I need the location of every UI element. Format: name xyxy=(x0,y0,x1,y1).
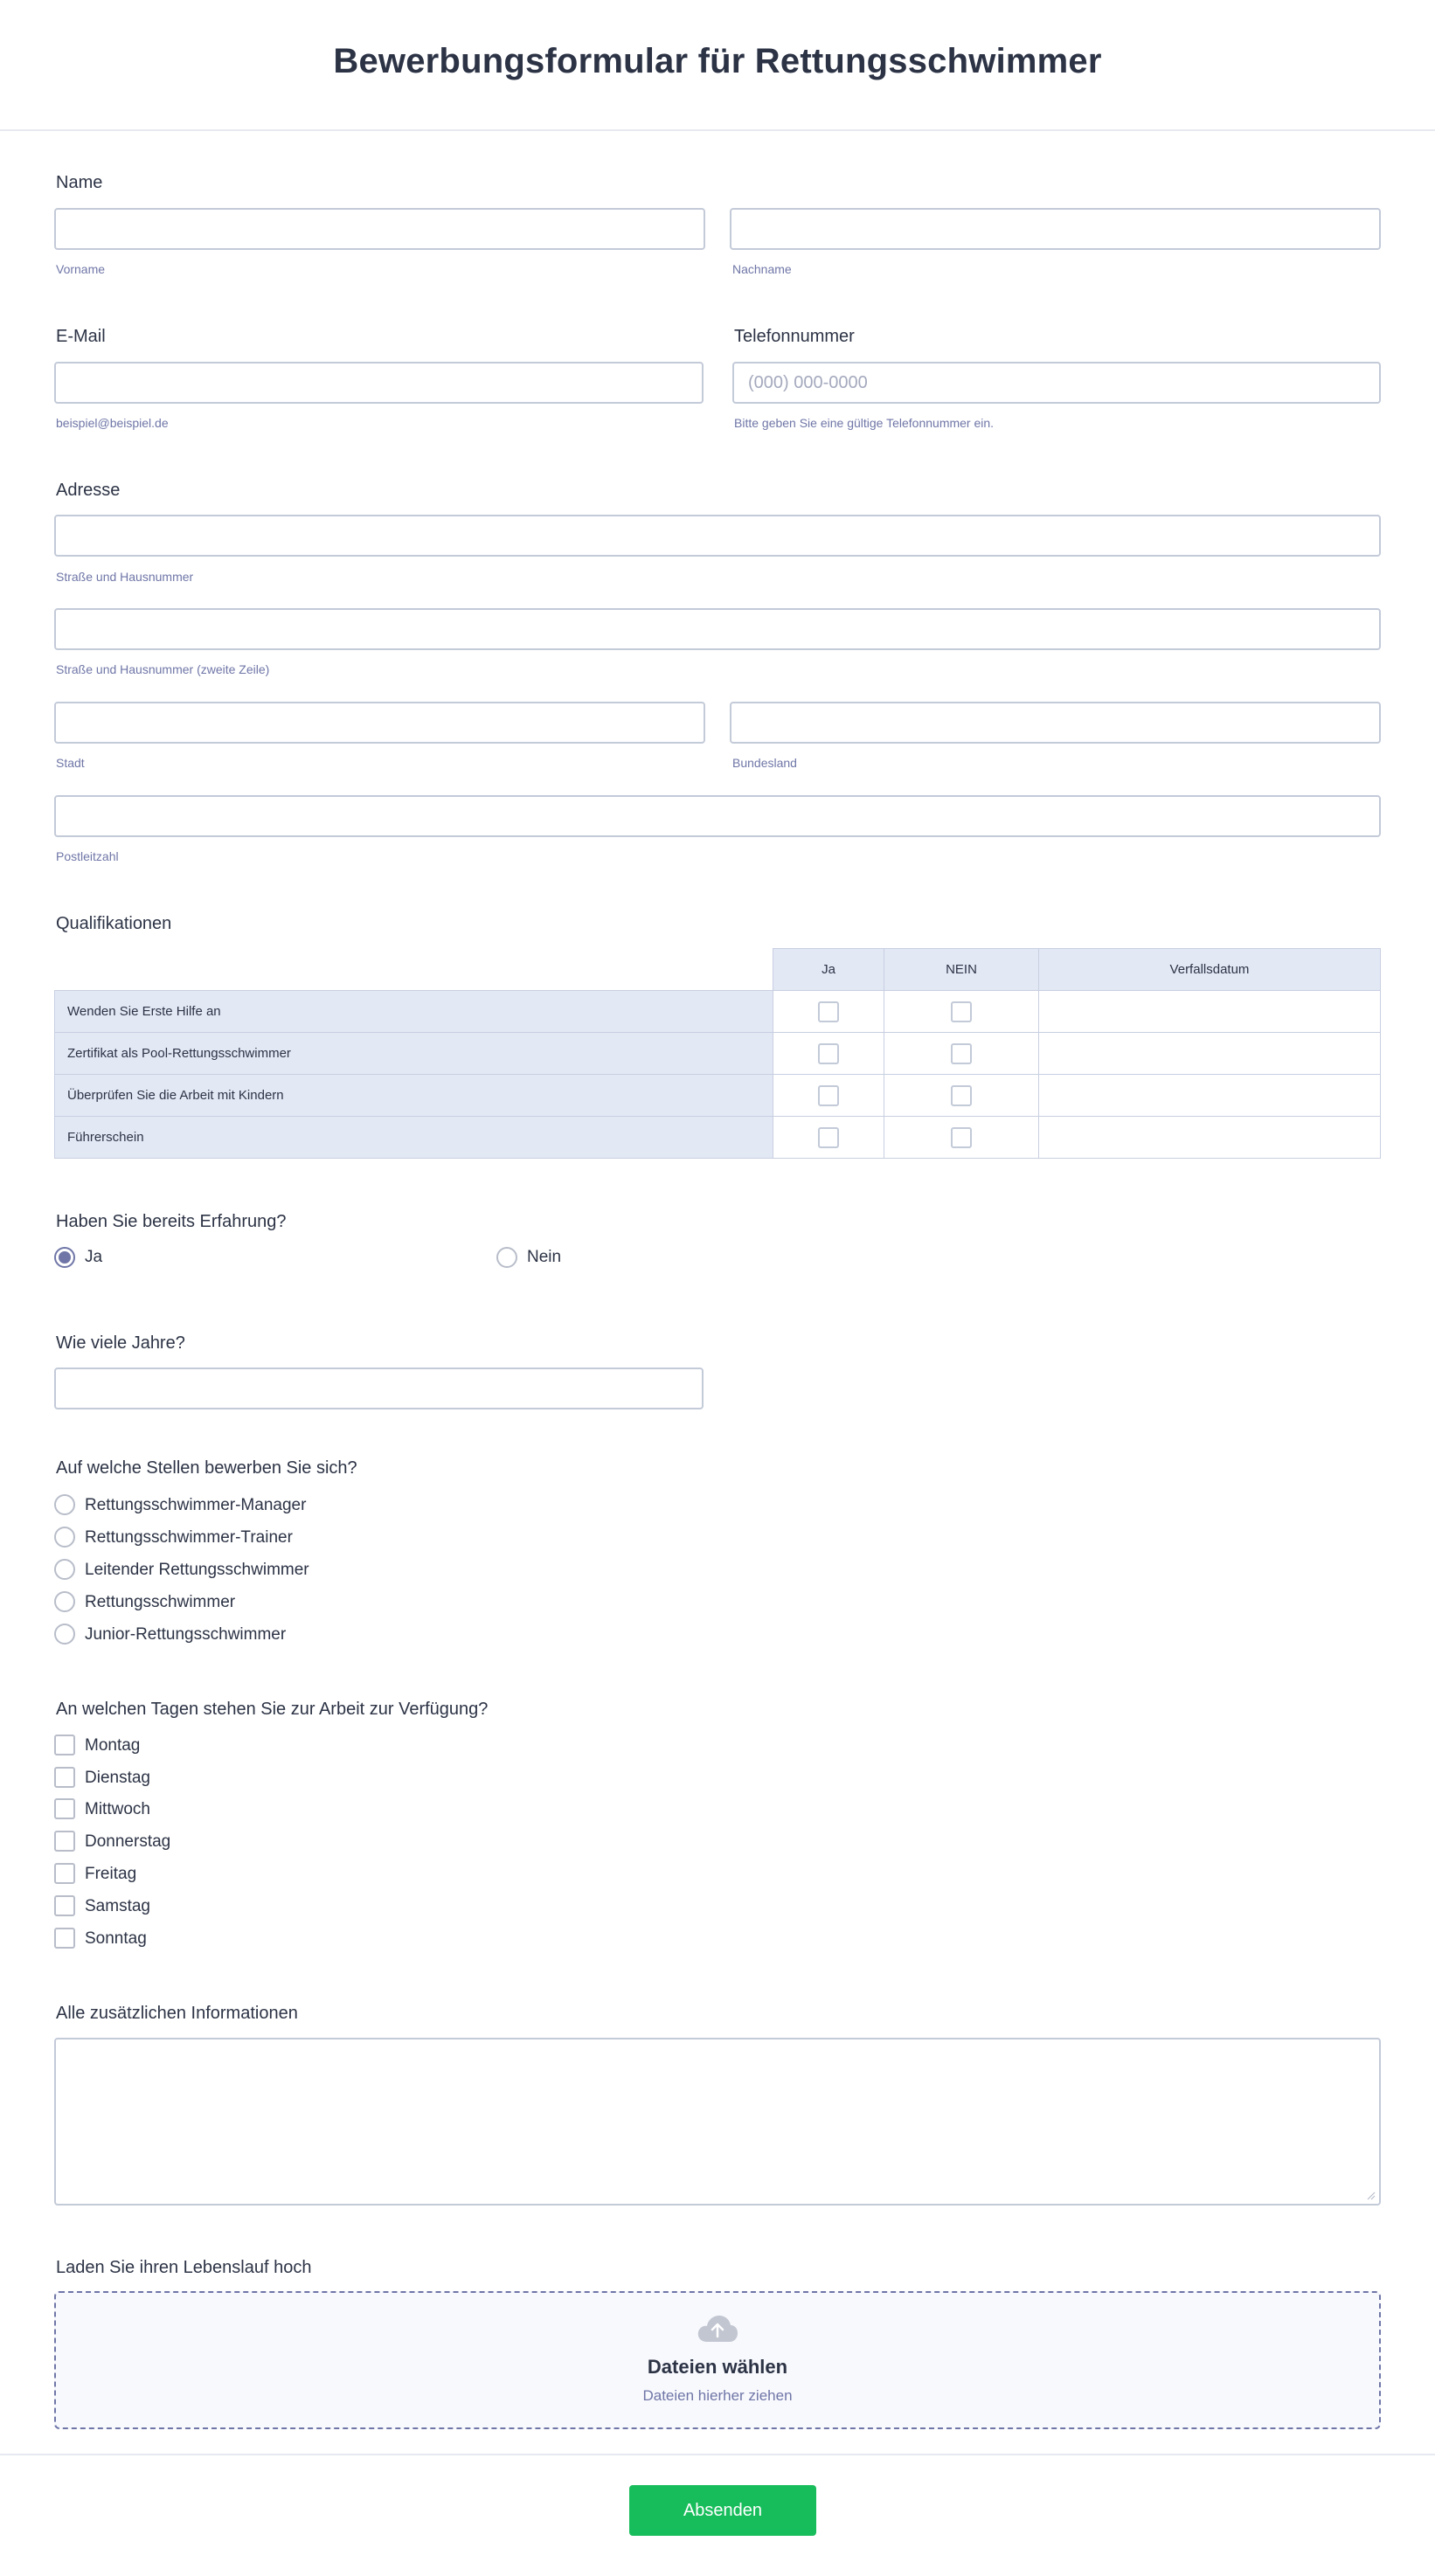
day-checkbox[interactable] xyxy=(54,1798,75,1819)
matrix-cell xyxy=(773,1116,884,1159)
last-name-sublabel: Nachname xyxy=(732,262,792,276)
city-sublabel: Stadt xyxy=(56,756,85,770)
matrix-cell xyxy=(884,1074,1039,1117)
experience-radio-nein[interactable] xyxy=(496,1247,517,1268)
day-checkbox[interactable] xyxy=(54,1831,75,1852)
matrix-checkbox-nein[interactable] xyxy=(951,1043,972,1064)
matrix-expiry-cell[interactable] xyxy=(1038,1074,1381,1117)
phone-sublabel: Bitte geben Sie eine gültige Telefonnummer ein. xyxy=(734,416,995,430)
email-sublabel: beispiel@beispiel.de xyxy=(56,416,169,430)
position-option-label: Rettungsschwimmer xyxy=(85,1593,236,1611)
matrix-cell xyxy=(773,1032,884,1075)
position-radio[interactable] xyxy=(54,1624,75,1645)
submit-button[interactable]: Absenden xyxy=(629,2485,816,2536)
city-input[interactable] xyxy=(54,702,705,744)
cloud-upload-icon xyxy=(697,2314,738,2344)
matrix-row-label: Führerschein xyxy=(54,1116,773,1159)
matrix-checkbox-nein[interactable] xyxy=(951,1001,972,1022)
street-line1-input[interactable] xyxy=(54,515,1381,557)
name-label: Name xyxy=(56,173,103,192)
matrix-expiry-cell[interactable] xyxy=(1038,1116,1381,1159)
day-option-label: Montag xyxy=(85,1736,141,1755)
matrix-header-nein: NEIN xyxy=(884,948,1039,991)
additional-info-textarea[interactable] xyxy=(54,2038,1381,2206)
position-option-label: Leitender Rettungsschwimmer xyxy=(85,1561,309,1579)
day-checkbox[interactable] xyxy=(54,1895,75,1916)
position-option-label: Junior-Rettungsschwimmer xyxy=(85,1625,287,1644)
matrix-checkbox-ja[interactable] xyxy=(818,1001,839,1022)
first-name-input[interactable] xyxy=(54,208,705,250)
day-checkbox[interactable] xyxy=(54,1863,75,1884)
drop-files-hint: Dateien hierher ziehen xyxy=(642,2387,793,2404)
zip-sublabel: Postleitzahl xyxy=(56,849,119,863)
matrix-cell xyxy=(884,1032,1039,1075)
address-label: Adresse xyxy=(56,481,121,500)
matrix-cell xyxy=(884,1116,1039,1159)
matrix-cell xyxy=(773,1074,884,1117)
qualifications-label: Qualifikationen xyxy=(56,914,172,933)
matrix-checkbox-ja[interactable] xyxy=(818,1127,839,1148)
matrix-checkbox-nein[interactable] xyxy=(951,1085,972,1106)
phone-field[interactable] xyxy=(732,362,1381,404)
matrix-expiry-cell[interactable] xyxy=(1038,1032,1381,1075)
positions-label: Auf welche Stellen bewerben Sie sich? xyxy=(56,1458,357,1478)
street-line1-sublabel: Straße und Hausnummer xyxy=(56,570,194,584)
position-option-label: Rettungsschwimmer-Trainer xyxy=(85,1528,293,1547)
matrix-expiry-cell[interactable] xyxy=(1038,990,1381,1033)
day-checkbox[interactable] xyxy=(54,1735,75,1755)
position-radio[interactable] xyxy=(54,1591,75,1612)
years-input[interactable] xyxy=(54,1368,704,1409)
upload-label: Laden Sie ihren Lebenslauf hoch xyxy=(56,2258,312,2277)
years-label: Wie viele Jahre? xyxy=(56,1333,185,1353)
choose-files-button[interactable]: Dateien wählen xyxy=(647,2356,788,2378)
state-sublabel: Bundesland xyxy=(732,756,797,770)
day-option-label: Dienstag xyxy=(85,1769,150,1787)
email-label: E-Mail xyxy=(56,327,106,346)
experience-option-label: Ja xyxy=(85,1248,103,1266)
matrix-row-label: Wenden Sie Erste Hilfe an xyxy=(54,990,773,1033)
matrix-cell xyxy=(773,990,884,1033)
phone-label: Telefonnummer xyxy=(734,327,855,346)
position-radio[interactable] xyxy=(54,1527,75,1548)
street-line2-input[interactable] xyxy=(54,608,1381,650)
day-option-label: Mittwoch xyxy=(85,1800,150,1818)
additional-info-label: Alle zusätzlichen Informationen xyxy=(56,2004,298,2023)
day-checkbox[interactable] xyxy=(54,1767,75,1788)
experience-radio-ja[interactable] xyxy=(54,1247,75,1268)
experience-option-label: Nein xyxy=(527,1248,562,1266)
day-option-label: Donnerstag xyxy=(85,1832,171,1851)
position-option-label: Rettungsschwimmer-Manager xyxy=(85,1496,307,1514)
matrix-checkbox-ja[interactable] xyxy=(818,1043,839,1064)
zip-input[interactable] xyxy=(54,795,1381,837)
street-line2-sublabel: Straße und Hausnummer (zweite Zeile) xyxy=(56,662,270,676)
matrix-header-ja: Ja xyxy=(773,948,884,991)
day-option-label: Freitag xyxy=(85,1865,137,1883)
day-option-label: Sonntag xyxy=(85,1929,147,1948)
last-name-input[interactable] xyxy=(730,208,1381,250)
form-header xyxy=(0,0,1435,131)
day-option-label: Samstag xyxy=(85,1897,150,1915)
form-title: Bewerbungsformular für Rettungsschwimmer xyxy=(333,42,1102,80)
matrix-row-label: Zertifikat als Pool-Rettungsschwimmer xyxy=(54,1032,773,1075)
first-name-sublabel: Vorname xyxy=(56,262,106,276)
email-field[interactable] xyxy=(54,362,704,404)
matrix-header-expiry: Verfallsdatum xyxy=(1038,948,1381,991)
matrix-checkbox-ja[interactable] xyxy=(818,1085,839,1106)
position-radio[interactable] xyxy=(54,1559,75,1580)
matrix-checkbox-nein[interactable] xyxy=(951,1127,972,1148)
day-checkbox[interactable] xyxy=(54,1928,75,1949)
file-upload-dropzone[interactable] xyxy=(54,2291,1381,2429)
matrix-row-label: Überprüfen Sie die Arbeit mit Kindern xyxy=(54,1074,773,1117)
state-input[interactable] xyxy=(730,702,1381,744)
experience-label: Haben Sie bereits Erfahrung? xyxy=(56,1212,287,1231)
matrix-cell xyxy=(884,990,1039,1033)
days-label: An welchen Tagen stehen Sie zur Arbeit zur Verfügung? xyxy=(56,1700,489,1719)
resize-handle-icon[interactable] xyxy=(1367,2192,1376,2200)
position-radio[interactable] xyxy=(54,1494,75,1515)
